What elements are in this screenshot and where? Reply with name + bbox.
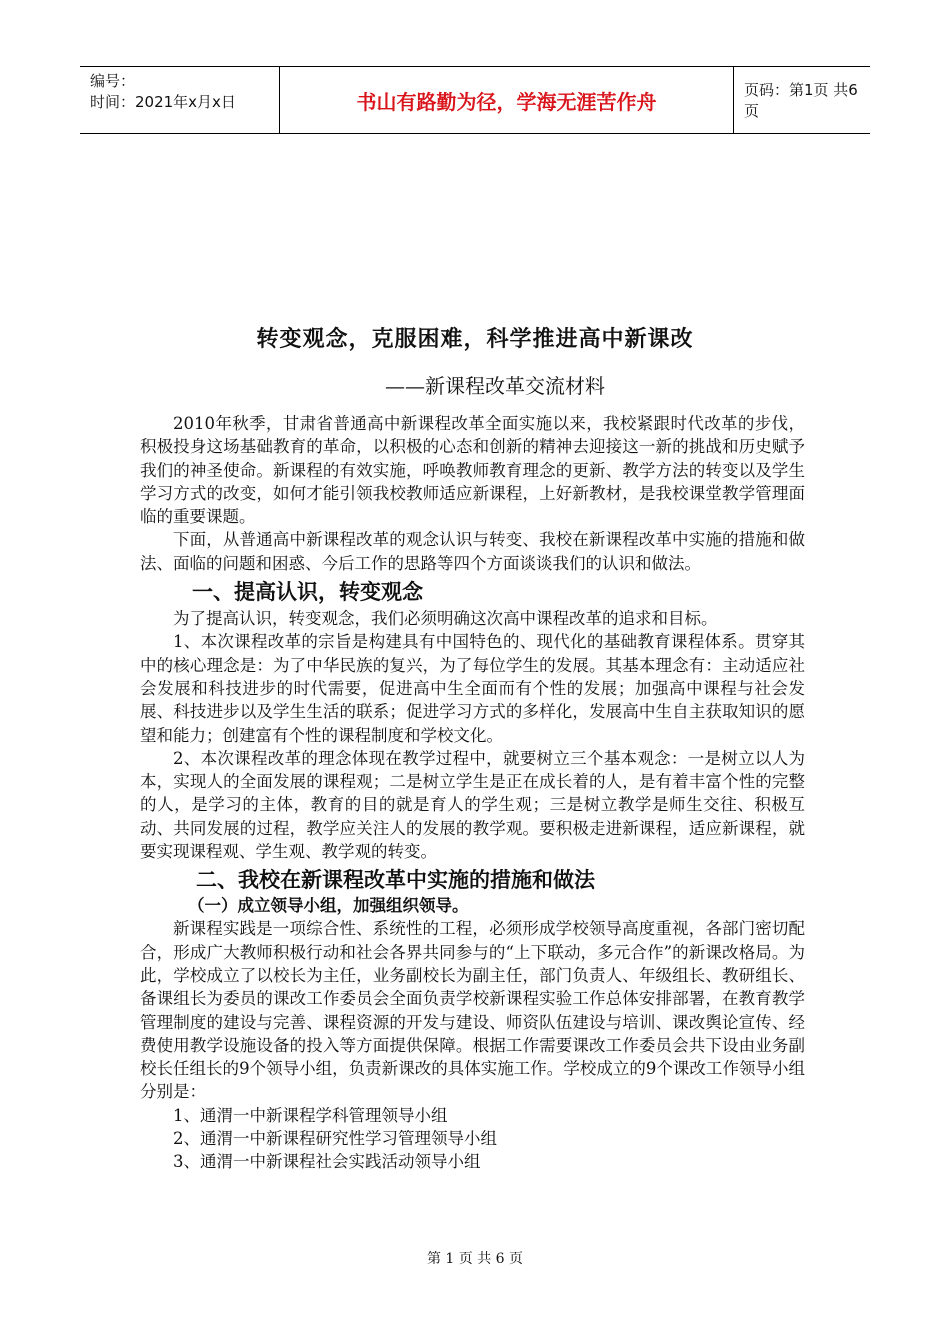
paragraph: 1、本次课程改革的宗旨是构建具有中国特色的、现代化的基础教育课程体系。贯穿其中的核心理念是：为了中华民族的复兴，为了每位学生的发展。其基本理念有：主动适应社会发展和科技进步的时代需要，促进高中生全面而有个性的发展；加强高中课程与社会发展、科技进步以及学生生活的联系；促进学习方式的多样化，发展高中生自主获取知识的愿望和能力；创建富有个性的课程制度和学校文化。: [140, 632, 805, 745]
subsection-heading: （一）成立领导小组，加强组织领导。: [188, 896, 469, 916]
document-time: 时间：2021年x月x日: [90, 93, 236, 111]
header-motto: 书山有路勤为径，学海无涯苦作舟: [280, 67, 734, 133]
paragraph: 新课程实践是一项综合性、系统性的工程，必须形成学校领导高度重视，各部门密切配合，形成广大教师积极行动和社会各界共同参与的“上下联动，多元合作”的新课改格局。为此，学校成立了以校长为主任，业务副校长为副主任，部门负责人、年级组长、教研组长、备课组长为委员的课改工作委员会全面负责学校新课程实验工作总体安排部署，在教育教学管理制度的建设与完善、课程资源的开发与建设、师资队伍建设与培训、课改舆论宣传、经费使用教学设施设备的投入等方面提供保障。根据工作需要课改工作委员会共下设由业务副校长任组长的9个领导小组，负责新课改的具体实施工作。学校成立的9个课改工作领导小组分别是：: [140, 919, 805, 1102]
page-header: [80, 66, 870, 134]
page-footer: 第 1 页 共 6 页: [426, 1251, 524, 1267]
list-item: 3、通渭一中新课程社会实践活动领导小组: [173, 1152, 481, 1172]
header-page-info: 页码：第1页 共6页: [744, 81, 858, 120]
document-number-label: 编号：: [90, 72, 136, 90]
header-meta: [80, 67, 280, 133]
paragraph: 为了提高认识，转变观念，我们必须明确这次高中课程改革的追求和目标。: [173, 609, 718, 629]
document-subtitle: ——新课程改革交流材料: [385, 374, 605, 398]
document-body: [140, 412, 805, 1174]
paragraph-intro: 2010年秋季，甘肃省普通高中新课程改革全面实施以来，我校紧跟时代改革的步伐，积极投身这场基础教育的革命，以积极的心态和创新的精神去迎接这一新的挑战和历史赋予我们的神圣使命。新课程的有效实施，呼唤教师教育理念的更新、教学方法的转变以及学生学习方式的改变，如何才能引领我校教师适应新课程，上好新教材，是我校课堂教学管理面临的重要课题。: [140, 414, 805, 527]
list-item: 2、通渭一中新课程研究性学习管理领导小组: [173, 1129, 497, 1149]
list-item: 1、通渭一中新课程学科管理领导小组: [173, 1105, 448, 1125]
document-title: 转变观念，克服困难，科学推进高中新课改: [256, 327, 694, 352]
paragraph: 2、本次课程改革的理念体现在教学过程中，就要树立三个基本观念：一是树立以人为本，实现人的全面发展的课程观；二是树立学生是正在成长着的人，是有着丰富个性的完整的人，是学习的主体，教育的目的就是育人的学生观；三是树立教学是师生交往、积极互动、共同发展的过程，教学应关注人的发展的教学观。要积极走进新课程，适应新课程，就要实现课程观、学生观、教学观的转变。: [140, 748, 805, 862]
paragraph-outline: 下面，从普通高中新课程改革的观念认识与转变、我校在新课程改革中实施的措施和做法、面临的问题和困惑、今后工作的思路等四个方面谈谈我们的认识和做法。: [140, 530, 805, 573]
section-heading-1: 一、提高认识，转变观念: [192, 580, 423, 605]
section-heading-2: 二、我校在新课程改革中实施的措施和做法: [196, 868, 595, 893]
